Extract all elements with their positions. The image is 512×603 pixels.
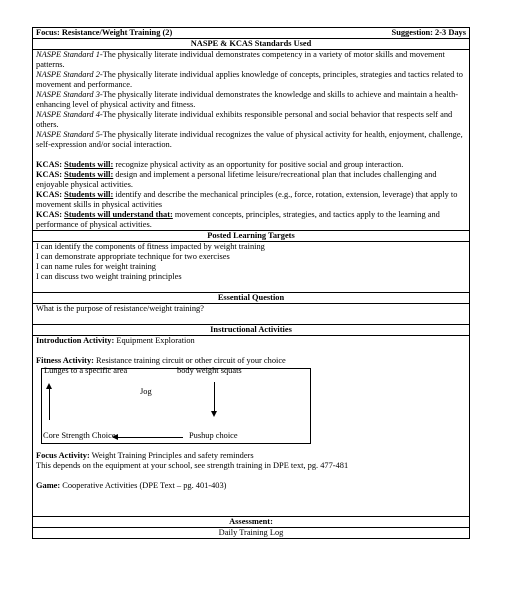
intro-activity: Introduction Activity: Equipment Exploration [36, 336, 195, 345]
kcas-standard-1: KCAS: Students will: recognize physical activity as an opportunity for positive social and group interaction. [36, 160, 404, 169]
arrow-up-line [49, 388, 50, 420]
arrow-up-icon [46, 383, 52, 389]
activities-title-row [33, 325, 470, 336]
focus-label: Focus: Resistance/Weight Training (2) [36, 28, 173, 37]
station-core: Core Strength Choice [43, 431, 116, 440]
naspe-standard-2: NASPE Standard 2-The physically literate individual applies knowledge of concepts, principles, strategies and tactics related to movement and performance. [36, 70, 463, 89]
naspe-standard-1: NASPE Standard 1-The physically literate individual demonstrates competency in a variety of motor skills and movement patterns. [36, 50, 445, 69]
targets-row [33, 242, 470, 293]
header-row [33, 28, 470, 39]
kcas-standard-4: KCAS: Students will understand that: movement concepts, principles, strategies, and tactics apply to the learning and performance of physical activities. [36, 210, 440, 229]
standards-row [33, 50, 470, 231]
circuit-diagram [36, 366, 466, 451]
station-jog: Jog [140, 387, 152, 396]
standards-title-row [33, 39, 470, 50]
activities-title: Instructional Activities [33, 325, 470, 336]
naspe-standard-3: NASPE Standard 3-The physically literate individual demonstrates the knowledge and skills to achieve and maintain a health-enhancing level of physical activity and fitness. [36, 90, 459, 109]
learning-target: I can identify the components of fitness impacted by weight training [36, 242, 265, 251]
assessment-row [33, 528, 470, 539]
question-title-row [33, 293, 470, 304]
naspe-standard-5: NASPE Standard 5-The physically literate individual recognizes the value of physical activity for health, enjoyment, challenge, self-expression and/or social interaction. [36, 130, 463, 149]
learning-target: I can name rules for weight training [36, 262, 156, 271]
arrow-down-icon [211, 411, 217, 417]
assessment-text: Daily Training Log [33, 528, 470, 539]
naspe-standards [36, 50, 466, 150]
arrow-left-line [117, 437, 183, 438]
question-title: Essential Question [33, 293, 470, 304]
lesson-plan-table [32, 27, 470, 539]
arrow-down-line [214, 382, 215, 412]
arrow-left-icon [112, 434, 118, 440]
targets-title: Posted Learning Targets [33, 231, 470, 242]
targets-title-row [33, 231, 470, 242]
station-lunges: Lunges to a specific area [44, 366, 128, 375]
essential-question: What is the purpose of resistance/weight training? [36, 304, 204, 313]
station-squats: body weight squats [177, 366, 242, 375]
learning-target: I can demonstrate appropriate technique for two exercises [36, 252, 230, 261]
game-activity: Game: Cooperative Activities (DPE Text – pg. 401-403) [36, 481, 227, 490]
standards-title: NASPE & KCAS Standards Used [33, 39, 470, 50]
activities-row [33, 336, 470, 517]
kcas-standard-2: KCAS: Students will: design and implement a personal lifetime leisure/recreational plan that includes challenging and enjoyable physical activities. [36, 170, 437, 189]
focus-activity: Focus Activity: Weight Training Principles and safety reminders [36, 451, 254, 460]
kcas-standards [36, 160, 466, 230]
learning-target: I can discuss two weight training principles [36, 272, 182, 281]
suggestion-label: Suggestion: 2-3 Days [391, 28, 466, 37]
lesson-plan-page [32, 27, 470, 564]
focus-activity-note: This depends on the equipment at your school, see strength training in DPE text, pg. 477-481 [36, 461, 349, 470]
fitness-activity: Fitness Activity: Resistance training circuit or other circuit of your choice [36, 356, 286, 365]
naspe-standard-4: NASPE Standard 4-The physically literate individual exhibits responsible personal and social behavior that respects self and others. [36, 110, 453, 129]
station-pushup: Pushup choice [189, 431, 238, 440]
assessment-title: Assessment: [33, 517, 470, 528]
assessment-title-row [33, 517, 470, 528]
question-row [33, 304, 470, 325]
kcas-standard-3: KCAS: Students will: identify and describe the mechanical principles (e.g., force, rotation, extension, leverage) that apply to movement skills in physical activities [36, 190, 458, 209]
